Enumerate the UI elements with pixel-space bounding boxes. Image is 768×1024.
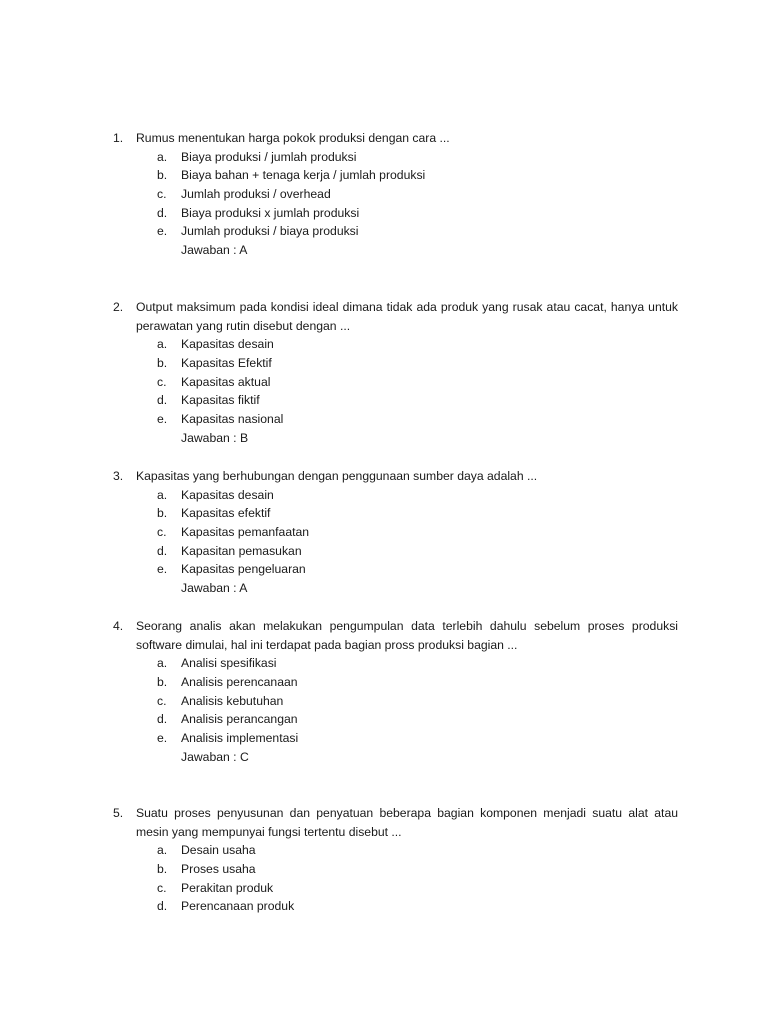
option-e [0, 410, 768, 429]
option-text: Biaya produksi x jumlah produksi [181, 205, 360, 220]
option-d [0, 391, 768, 410]
option-letter: a. [157, 487, 168, 502]
option-text: Analisi spesifikasi [181, 656, 277, 671]
option-letter: a. [157, 337, 168, 352]
option-text: Desain usaha [181, 843, 256, 858]
option-letter: b. [157, 862, 168, 877]
option-d [0, 204, 768, 223]
option-c [0, 185, 768, 204]
question-1 [0, 129, 768, 260]
option-a [0, 148, 768, 167]
option-c [0, 373, 768, 392]
option-text: Kapasitas efektif [181, 506, 271, 521]
option-c [0, 879, 768, 898]
question-text: Kapasitas yang berhubungan dengan penggunaan sumber daya adalah ... [136, 469, 538, 483]
option-b [0, 860, 768, 879]
option-b [0, 166, 768, 185]
option-text: Analisis kebutuhan [181, 693, 284, 708]
option-letter: c. [157, 880, 167, 895]
option-d [0, 542, 768, 561]
option-letter: e. [157, 224, 168, 239]
option-letter: a. [157, 843, 168, 858]
question-text: Output maksimum pada kondisi ideal dimana tidak ada produk yang rusak atau cacat, hanya untuk [136, 300, 678, 314]
option-c [0, 523, 768, 542]
option-letter: d. [157, 712, 168, 727]
option-b [0, 504, 768, 523]
option-letter: e. [157, 412, 168, 427]
option-text: Kapasitas pemanfaatan [181, 525, 310, 540]
question-text-continued: software dimulai, hal ini terdapat pada bagian pross produksi bagian ... [136, 637, 518, 652]
option-letter: b. [157, 356, 168, 371]
question-text: Suatu proses penyusunan dan penyatuan beberapa bagian komponen menjadi suatu alat atau [136, 806, 678, 820]
option-b [0, 673, 768, 692]
option-letter: d. [157, 205, 168, 220]
option-text: Kapasitas desain [181, 487, 274, 502]
option-a [0, 335, 768, 354]
option-letter: a. [157, 656, 168, 671]
option-text: Kapasitas pengeluaran [181, 562, 306, 577]
option-text: Kapasitas aktual [181, 374, 271, 389]
question-number: 4. [113, 619, 124, 633]
option-text: Proses usaha [181, 862, 256, 877]
option-text: Biaya produksi / jumlah produksi [181, 149, 357, 164]
answer-text: Jawaban : A [181, 581, 248, 596]
question-text-continued: mesin yang mempunyai fungsi tertentu disebut ... [136, 824, 402, 839]
option-text: Kapasitas nasional [181, 412, 284, 427]
option-text: Kapasitas Efektif [181, 356, 272, 371]
option-a [0, 654, 768, 673]
option-letter: b. [157, 675, 168, 690]
option-e [0, 560, 768, 579]
question-number: 3. [113, 469, 124, 483]
question-number: 5. [113, 806, 124, 820]
option-text: Analisis perencanaan [181, 675, 298, 690]
option-text: Analisis perancangan [181, 712, 298, 727]
answer-text: Jawaban : B [181, 430, 249, 445]
question-text-continued: perawatan yang rutin disebut dengan ... [136, 318, 351, 333]
option-letter: c. [157, 693, 167, 708]
option-letter: b. [157, 168, 168, 183]
option-letter: c. [157, 374, 167, 389]
option-letter: e. [157, 562, 168, 577]
option-b [0, 354, 768, 373]
option-text: Jumlah produksi / biaya produksi [181, 224, 359, 239]
option-text: Perakitan produk [181, 880, 274, 895]
option-letter: c. [157, 525, 167, 540]
question-5 [0, 804, 768, 916]
option-a [0, 841, 768, 860]
option-d [0, 710, 768, 729]
option-letter: e. [157, 731, 168, 746]
option-d [0, 897, 768, 916]
option-a [0, 486, 768, 505]
option-text: Kapasitas fiktif [181, 393, 260, 408]
option-text: Jumlah produksi / overhead [181, 187, 331, 202]
question-text: Rumus menentukan harga pokok produksi dengan cara ... [136, 131, 450, 145]
option-letter: c. [157, 187, 167, 202]
option-letter: a. [157, 149, 168, 164]
option-letter: b. [157, 506, 168, 521]
option-text: Analisis implementasi [181, 731, 299, 746]
option-c [0, 692, 768, 711]
answer-text: Jawaban : A [181, 243, 248, 258]
option-letter: d. [157, 899, 168, 914]
question-2 [0, 298, 768, 448]
question-number: 1. [113, 131, 124, 145]
question-number: 2. [113, 300, 124, 314]
option-text: Biaya bahan + tenaga kerja / jumlah produksi [181, 168, 426, 183]
option-text: Kapasitas desain [181, 337, 274, 352]
answer-text: Jawaban : C [181, 749, 249, 764]
option-text: Kapasitan pemasukan [181, 543, 302, 558]
question-3 [0, 467, 768, 598]
option-text: Perencanaan produk [181, 899, 295, 914]
question-text: Seorang analis akan melakukan pengumpulan data terlebih dahulu sebelum proses produksi [136, 619, 678, 633]
option-e [0, 729, 768, 748]
option-e [0, 222, 768, 241]
option-letter: d. [157, 543, 168, 558]
option-letter: d. [157, 393, 168, 408]
question-4 [0, 617, 768, 767]
